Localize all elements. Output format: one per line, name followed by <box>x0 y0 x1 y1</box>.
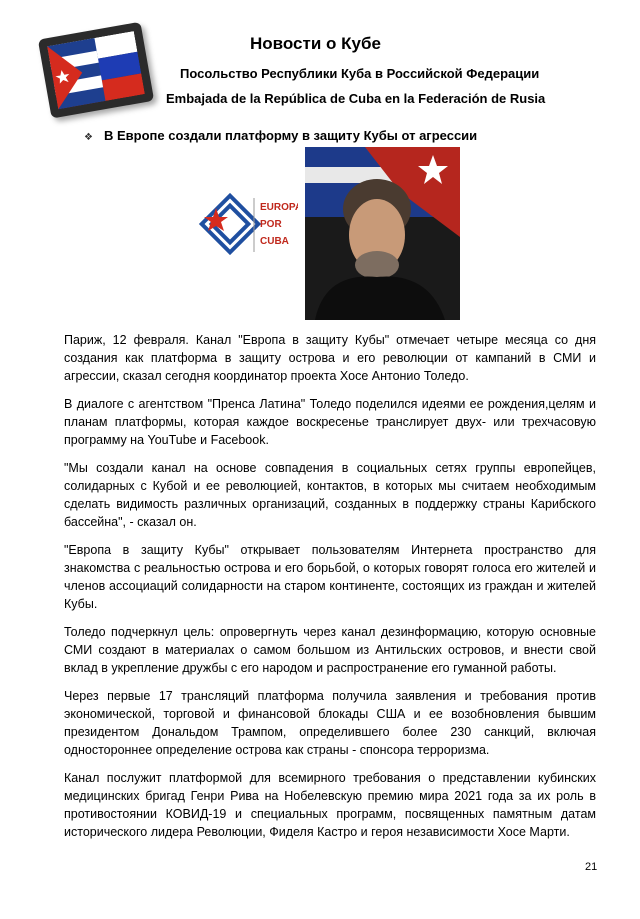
coordinator-photo <box>305 147 460 320</box>
europa-por-cuba-logo <box>198 186 298 262</box>
page-title: Новости о Кубе <box>250 34 381 53</box>
paragraph: Канал послужит платформой для всемирного требования о представлении кубинских медицинских бригад Генри Рива на Нобелевскую премию мира 2021 года за их роль в противостоянии КОВИД-19 и специальных программ, посвященных памятным датам исторического лидера Революции, Фиделя Кастро и героя независимости Хосе Марти. <box>64 771 596 839</box>
embassy-name-es: Embajada de la República de Cuba en la Federación de Rusia <box>166 91 546 106</box>
paragraph: Толедо подчеркнул цель: опровергнуть через канал дезинформацию, которую основные СМИ создают в материалах о самом большом из Антильских островов, и внести свой вклад в укрепление дружбы с его народом и распространение его гуманной работы. <box>64 625 596 675</box>
diamond-bullet-icon: ❖ <box>84 132 93 143</box>
paragraph: Париж, 12 февраля. Канал "Европа в защиту Кубы" отмечает четыре месяца со дня создания как платформа в защиту острова и его революции от кампаний в СМИ и агрессии, сказал сегодня координатор проекта Хосе Антонио Толедо. <box>64 333 596 383</box>
cuba-russia-flag-icon <box>31 12 164 127</box>
paragraph: "Европа в защиту Кубы" открывает пользователям Интернета пространство для знакомства с реальностью острова и его борьбой, о которых говорят голоса его жителей и членов ассоциаций солидарности на старом континенте, состоящих из граждан и жителей Кубы. <box>64 543 596 611</box>
paragraph: Через первые 17 трансляций платформа получила заявления и требования против экономической, торговой и финансовой блокады США и ее возобновления бывшим президентом Дональдом Трампом, определившего более 230 санкций, включая одностороннее определение острова как страны - спонсора терроризма. <box>64 689 596 757</box>
paragraph: В диалоге с агентством "Пренса Латина" Толедо поделился идеями ее рождения,целям и планам платформы, которая каждое воскресенье транслирует двух- или трехчасовую программу на YouTube и Facebook. <box>64 397 596 447</box>
logo-text-por: POR <box>260 219 282 230</box>
page-number: 21 <box>585 861 598 873</box>
logo-text-cuba: CUBA <box>260 236 289 247</box>
article-title: В Европе создали платформу в защиту Кубы от агрессии <box>104 128 478 143</box>
logo-text-europa: EUROPA <box>260 202 298 213</box>
embassy-name-ru: Посольство Республики Куба в Российской Федерации <box>180 66 540 81</box>
article-title-row <box>84 128 477 143</box>
article-body <box>64 331 596 851</box>
paragraph: "Мы создали канал на основе совпадения в социальных сетях группы европейцев, солидарных с Кубой и ее революцией, контактов, в которых мы считаем необходимым сделать видимость различных организаций, созданных в поддержку страны Карибского бассейна", - сказал он. <box>64 461 596 529</box>
